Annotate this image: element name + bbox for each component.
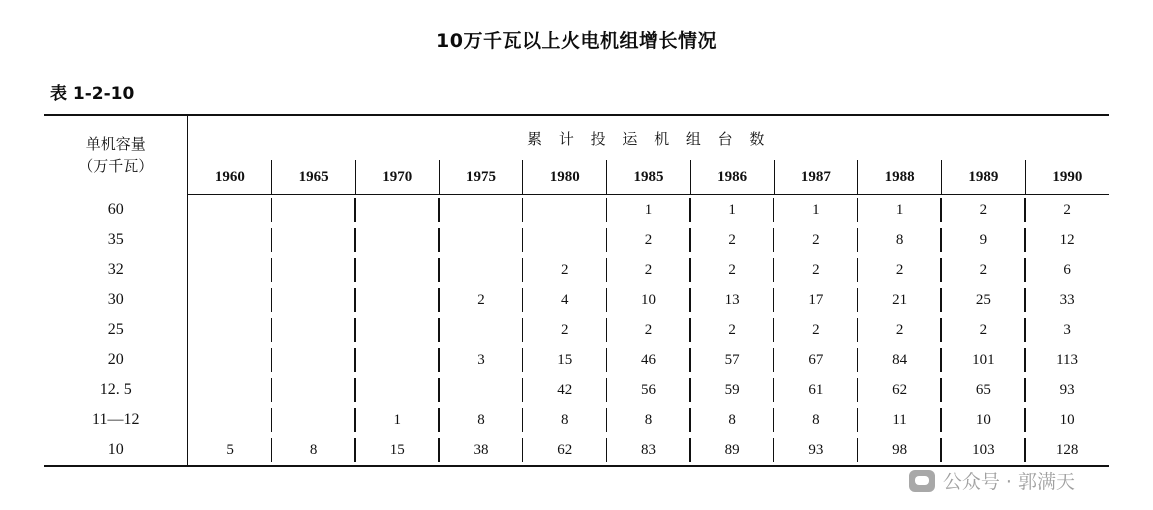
year-header-1986: 1986 bbox=[690, 160, 774, 195]
row-capacity: 30 bbox=[107, 291, 124, 308]
cell-1970: 1 bbox=[355, 405, 439, 435]
cell-1960: 5 bbox=[188, 435, 272, 466]
cell-1987: 67 bbox=[774, 345, 858, 375]
cell-1970 bbox=[355, 285, 439, 315]
cell-1960 bbox=[188, 375, 272, 405]
cell-1985: 46 bbox=[607, 345, 691, 375]
cell-1980: 2 bbox=[523, 255, 607, 285]
watermark bbox=[909, 467, 1075, 494]
cell-1987: 93 bbox=[774, 435, 858, 466]
cell-1986: 1 bbox=[690, 195, 774, 226]
row-capacity: 60 bbox=[107, 200, 124, 218]
cell-1980: 4 bbox=[523, 285, 607, 315]
cell-1986: 13 bbox=[690, 285, 774, 315]
cell-1960 bbox=[188, 405, 272, 435]
cell-1985: 83 bbox=[607, 435, 691, 466]
wechat-icon bbox=[909, 470, 935, 492]
cell-1989: 101 bbox=[941, 345, 1025, 375]
cell-1960 bbox=[188, 225, 272, 255]
cell-1970 bbox=[355, 195, 439, 226]
cell-1988: 2 bbox=[858, 315, 942, 345]
table-header-row-years bbox=[44, 160, 1109, 195]
cell-1986: 2 bbox=[690, 315, 774, 345]
cell-1975: 2 bbox=[439, 285, 523, 315]
row-capacity: 32 bbox=[107, 261, 124, 278]
table-row bbox=[44, 195, 1109, 226]
cell-1986: 57 bbox=[690, 345, 774, 375]
cell-1987: 1 bbox=[774, 195, 858, 226]
cell-1970 bbox=[355, 315, 439, 345]
cell-1970 bbox=[355, 225, 439, 255]
cell-1989: 9 bbox=[941, 225, 1025, 255]
cell-1988: 8 bbox=[858, 225, 942, 255]
cell-1965 bbox=[272, 255, 356, 285]
cell-1980 bbox=[523, 195, 607, 226]
cell-1989: 10 bbox=[941, 405, 1025, 435]
cell-1985: 56 bbox=[607, 375, 691, 405]
year-header-1987: 1987 bbox=[774, 160, 858, 195]
cell-1965 bbox=[272, 315, 356, 345]
table-row bbox=[44, 225, 1109, 255]
cell-1988: 62 bbox=[858, 375, 942, 405]
cell-1986: 2 bbox=[690, 255, 774, 285]
cell-1975: 38 bbox=[439, 435, 523, 466]
cell-1965 bbox=[272, 405, 356, 435]
year-header-1990: 1990 bbox=[1025, 160, 1109, 195]
cell-1960 bbox=[188, 195, 272, 226]
table-number-label: 表 1-2-10 bbox=[50, 84, 135, 104]
year-header-1989: 1989 bbox=[941, 160, 1025, 195]
cell-1988: 2 bbox=[858, 255, 942, 285]
cell-1985: 2 bbox=[607, 255, 691, 285]
year-header-1965: 1965 bbox=[272, 160, 356, 195]
cell-1975 bbox=[439, 375, 523, 405]
cell-1986: 89 bbox=[690, 435, 774, 466]
cell-1965 bbox=[272, 225, 356, 255]
cell-1975 bbox=[439, 195, 523, 226]
row-capacity: 12. 5 bbox=[99, 381, 132, 398]
cell-1987: 2 bbox=[774, 315, 858, 345]
cell-1965 bbox=[272, 195, 356, 226]
cell-1987: 2 bbox=[774, 225, 858, 255]
cell-1980: 62 bbox=[523, 435, 607, 466]
table-row bbox=[44, 315, 1109, 345]
year-header-1975: 1975 bbox=[439, 160, 523, 195]
watermark-text: 公众号 · 郭满天 bbox=[942, 471, 1075, 493]
cell-1960 bbox=[188, 255, 272, 285]
cell-1990: 128 bbox=[1025, 435, 1109, 466]
cell-1989: 2 bbox=[941, 255, 1025, 285]
cell-1965 bbox=[272, 285, 356, 315]
table-row bbox=[44, 255, 1109, 285]
row-capacity: 10 bbox=[44, 435, 188, 466]
cell-1975 bbox=[439, 255, 523, 285]
data-table bbox=[44, 114, 1109, 467]
cell-1989: 65 bbox=[941, 375, 1025, 405]
cell-1986: 8 bbox=[690, 405, 774, 435]
cell-1989: 2 bbox=[941, 195, 1025, 226]
cell-1986: 59 bbox=[690, 375, 774, 405]
cell-1985: 1 bbox=[607, 195, 691, 226]
cell-1985: 2 bbox=[607, 225, 691, 255]
cell-1989: 2 bbox=[941, 315, 1025, 345]
cell-1965 bbox=[272, 345, 356, 375]
cell-1975: 3 bbox=[439, 345, 523, 375]
year-header-1970: 1970 bbox=[355, 160, 439, 195]
cell-1987: 2 bbox=[774, 255, 858, 285]
cell-1990: 33 bbox=[1025, 285, 1109, 315]
cell-1989: 25 bbox=[941, 285, 1025, 315]
cell-1985: 2 bbox=[607, 315, 691, 345]
table-head bbox=[44, 115, 1109, 195]
cell-1965 bbox=[272, 375, 356, 405]
cell-1988: 98 bbox=[858, 435, 942, 466]
corner-header-cell bbox=[44, 115, 188, 195]
cell-1989: 103 bbox=[941, 435, 1025, 466]
cell-1970 bbox=[355, 375, 439, 405]
corner-header-line2: （万千瓦） bbox=[78, 157, 154, 176]
cell-1990: 2 bbox=[1025, 195, 1109, 226]
corner-header-line1: 单机容量 bbox=[85, 134, 146, 153]
cell-1987: 61 bbox=[774, 375, 858, 405]
cell-1970: 15 bbox=[355, 435, 439, 466]
span-header-cell: 累 计 投 运 机 组 台 数 bbox=[188, 115, 1109, 160]
cell-1990: 10 bbox=[1025, 405, 1109, 435]
table-row bbox=[44, 435, 1109, 466]
cell-1986: 2 bbox=[690, 225, 774, 255]
cell-1960 bbox=[188, 345, 272, 375]
table-row bbox=[44, 285, 1109, 315]
cell-1980: 15 bbox=[523, 345, 607, 375]
cell-1985: 8 bbox=[607, 405, 691, 435]
table-row bbox=[44, 345, 1109, 375]
cell-1988: 11 bbox=[858, 405, 942, 435]
cell-1975: 8 bbox=[439, 405, 523, 435]
cell-1980: 42 bbox=[523, 375, 607, 405]
table-header-row-group bbox=[44, 115, 1109, 160]
table-body bbox=[44, 195, 1109, 467]
cell-1975 bbox=[439, 315, 523, 345]
cell-1980 bbox=[523, 225, 607, 255]
cell-1970 bbox=[355, 345, 439, 375]
cell-1960 bbox=[188, 315, 272, 345]
cell-1965: 8 bbox=[272, 435, 356, 466]
row-capacity: 11—12 bbox=[92, 411, 140, 428]
year-header-1988: 1988 bbox=[858, 160, 942, 195]
cell-1988: 1 bbox=[858, 195, 942, 226]
cell-1990: 6 bbox=[1025, 255, 1109, 285]
row-capacity: 25 bbox=[107, 321, 124, 338]
cell-1990: 113 bbox=[1025, 345, 1109, 375]
cell-1980: 2 bbox=[523, 315, 607, 345]
cell-1985: 10 bbox=[607, 285, 691, 315]
cell-1980: 8 bbox=[523, 405, 607, 435]
cell-1975 bbox=[439, 225, 523, 255]
year-header-1985: 1985 bbox=[607, 160, 691, 195]
page-title: 10万千瓦以上火电机组增长情况 bbox=[436, 30, 717, 52]
cell-1960 bbox=[188, 285, 272, 315]
cell-1990: 3 bbox=[1025, 315, 1109, 345]
year-header-1960: 1960 bbox=[188, 160, 272, 195]
cell-1987: 8 bbox=[774, 405, 858, 435]
cell-1990: 93 bbox=[1025, 375, 1109, 405]
row-capacity: 35 bbox=[107, 231, 124, 248]
cell-1988: 21 bbox=[858, 285, 942, 315]
table-row bbox=[44, 405, 1109, 435]
cell-1987: 17 bbox=[774, 285, 858, 315]
cell-1970 bbox=[355, 255, 439, 285]
year-header-1980: 1980 bbox=[523, 160, 607, 195]
cell-1990: 12 bbox=[1025, 225, 1109, 255]
table-row bbox=[44, 375, 1109, 405]
cell-1988: 84 bbox=[858, 345, 942, 375]
row-capacity: 20 bbox=[107, 351, 124, 368]
